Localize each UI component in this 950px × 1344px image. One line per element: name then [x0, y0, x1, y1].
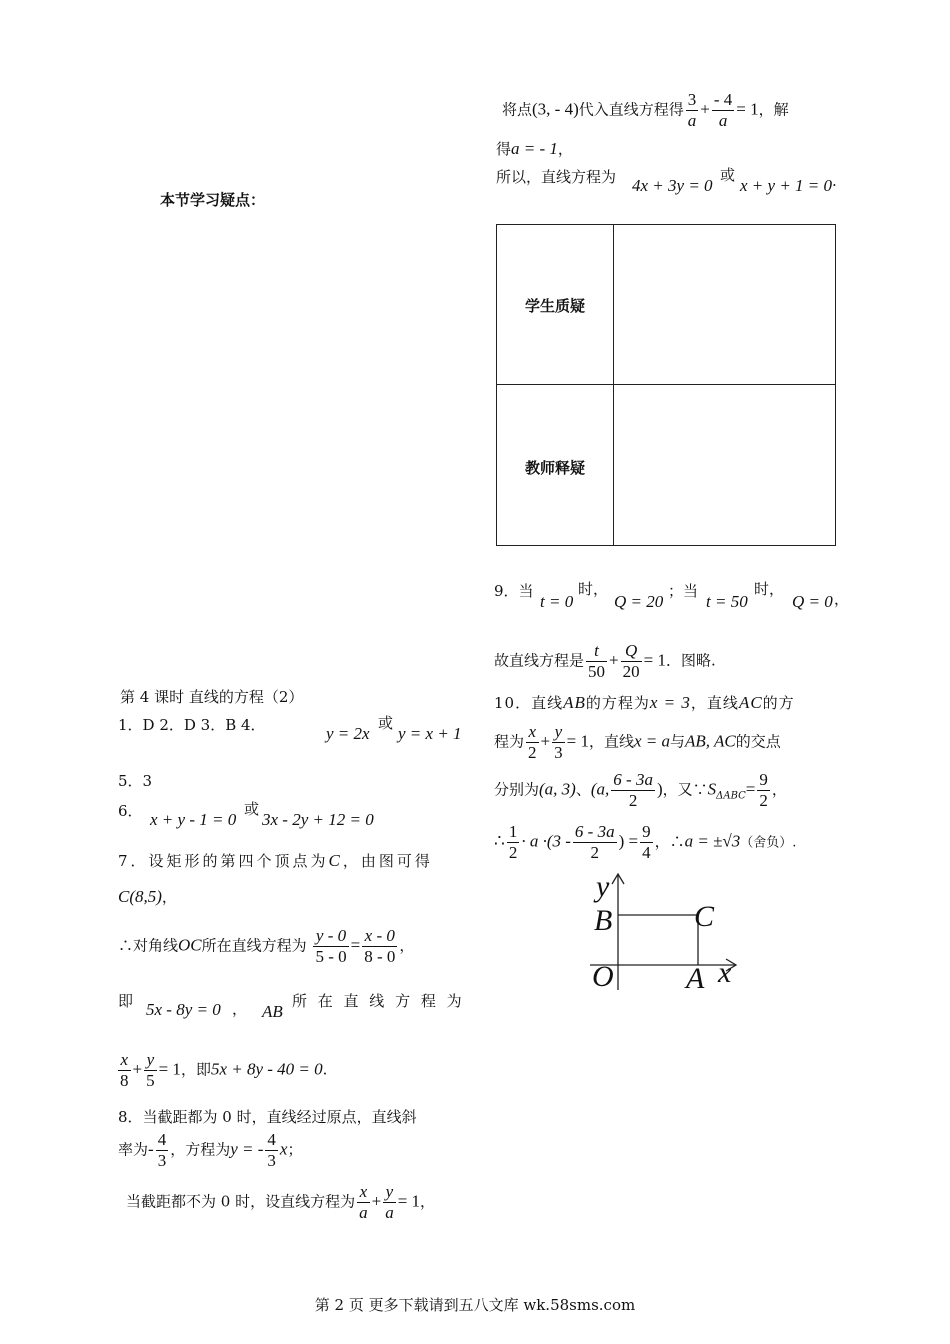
right-line1-eq: = 1	[736, 99, 759, 119]
right-line3-or: 或	[720, 166, 736, 184]
answer8-slope2-den: 3	[267, 1151, 276, 1170]
answer8-line1: 8．当截距都为 0 时，直线经过原点，直线斜	[118, 1108, 417, 1126]
right-line1-frac1	[686, 90, 699, 131]
answer7-point-c: C	[328, 851, 343, 870]
right-line1	[502, 90, 789, 131]
answer10-line1-a: 10．直线	[494, 694, 564, 712]
right-line2-a: 得	[496, 140, 512, 158]
answer10-therefore: ∴	[494, 831, 505, 851]
answer9-plus: +	[609, 650, 619, 670]
answer10-abac: AB, AC	[685, 731, 736, 751]
answer8-plus: +	[371, 1191, 382, 1211]
right-line2-b: ，	[557, 140, 573, 158]
answer7-line1	[118, 850, 433, 871]
answer8-line2-mid: ，方程为	[170, 1140, 231, 1159]
answer8-line3-text: 当截距都不为 0 时，设直线方程为	[126, 1192, 356, 1211]
answer10-line4-mid: · a ·(3 -	[521, 831, 571, 851]
answer7-line5-result: 5x + 8y - 40 = 0	[210, 1059, 323, 1079]
answer7-frac2-num: x - 0	[362, 926, 397, 947]
answer10-94-num: 9	[642, 822, 651, 841]
answer8-line-eq: y = -	[230, 1139, 264, 1159]
table-vertical-divider	[613, 225, 614, 545]
doubts-table	[496, 224, 836, 546]
answer10-pt2-den: 2	[628, 791, 638, 810]
answer4-or: 或	[378, 714, 394, 732]
answer10-frac-63a	[573, 822, 617, 863]
answer8-slope-frac	[156, 1130, 169, 1171]
answer7-line5-fx-num: x	[118, 1050, 131, 1071]
label-y: y	[596, 872, 610, 903]
answer9-a: 9．当	[494, 582, 534, 600]
answer8-fx	[357, 1182, 370, 1223]
answer7-line3	[118, 926, 414, 967]
answer10-63a-num: 6 - 3a	[574, 822, 615, 841]
answer7-frac2-den: 8 - 0	[364, 947, 396, 966]
answer9-t0: t = 0	[540, 592, 574, 611]
answer6-eq-b: 3x - 2y + 12 = 0	[262, 810, 374, 829]
answer10-pt2-open: (a,	[590, 779, 610, 799]
answer10-line1-d: 的方	[762, 694, 795, 712]
label-x: x	[718, 956, 732, 989]
answer10-line2-c: 与	[670, 732, 686, 751]
answer6-eq-a: x + y - 1 = 0	[150, 810, 237, 829]
answer10-line2	[494, 722, 781, 763]
right-line1-frac2-den: a	[718, 111, 728, 130]
answer6-num: 6．	[118, 802, 143, 820]
answer10-frac-92-num: 9	[759, 770, 768, 789]
answer9-line2	[494, 641, 716, 682]
answer8-semicolon: ；	[287, 1140, 303, 1159]
answer9-eq: = 1	[643, 650, 666, 670]
answer9-line2-b: ．图略.	[665, 651, 716, 670]
right-line1-frac2-num: - 4	[713, 90, 733, 109]
answer10-fy-num: y	[552, 722, 565, 743]
answer7-line2-tail: ，	[161, 888, 177, 906]
answer9-frac-q-den: 20	[622, 662, 640, 681]
answer10-fy-den: 3	[554, 743, 563, 762]
answer10-line4-c: （舍负）.	[740, 835, 797, 851]
answer9-q20: Q = 20	[614, 592, 664, 611]
answer10-line3-c: ，又∵	[662, 780, 708, 799]
answer10-ac: AC	[738, 693, 763, 712]
right-line3-eq1: 4x + 3y = 0	[632, 176, 713, 195]
answer7-line5-fy	[144, 1050, 157, 1091]
table-label-student-questions: 学生质疑	[524, 297, 585, 315]
answer7-line1-text: 7．设矩形的第四个顶点为	[118, 852, 329, 870]
answer10-s: S	[707, 779, 717, 799]
table-horizontal-divider	[497, 384, 835, 385]
answer9-q0: Q = 0	[792, 592, 833, 611]
answer8-slope-num: 4	[157, 1130, 167, 1149]
answer9-frac-q-num: Q	[621, 641, 642, 662]
label-b: B	[594, 904, 613, 937]
answer7-line4-eq: 5x - 8y = 0	[146, 1000, 221, 1019]
label-a: A	[686, 962, 705, 992]
label-c: C	[694, 900, 715, 933]
answer7-line5-dot: .	[322, 1060, 328, 1079]
answer7-frac2	[362, 926, 397, 967]
answer7-line3-mid: 所在直线方程为	[201, 936, 307, 955]
answer10-pt1: (a, 3)	[539, 779, 576, 799]
answer9-b: 时，	[578, 580, 609, 598]
answer8-line2	[118, 1130, 302, 1171]
answer7-line5-plus: +	[132, 1059, 143, 1079]
answer10-line4-b: ，∴	[654, 832, 685, 851]
answer10-frac-92-den: 2	[759, 791, 768, 810]
answer9-d: 时，	[754, 580, 785, 598]
answer10-line1	[494, 692, 795, 713]
answer7-line4-tail: 所 在 直 线 方 程 为	[292, 992, 465, 1010]
answer7-line2	[118, 886, 177, 907]
answer10-line3	[494, 770, 787, 811]
answer9-frac-t-den: 50	[588, 662, 606, 681]
right-line1-plus: +	[700, 99, 710, 119]
answer7-line5-eq: = 1	[158, 1059, 181, 1079]
answer10-s-eq: =	[745, 779, 756, 799]
label-o: O	[592, 960, 614, 992]
answer4-eq-a: y = 2x	[326, 724, 370, 743]
answer10-line3-d: ，	[771, 780, 787, 799]
answer7-frac1	[313, 926, 348, 967]
right-line1-c: ，解	[758, 100, 789, 119]
doubts-heading: 本节学习疑点：	[160, 191, 266, 209]
answer10-line2-a: 程为	[494, 732, 525, 751]
answer10-half-num: 1	[508, 822, 518, 841]
answers-1-4	[118, 714, 266, 735]
answer8-line3	[126, 1182, 435, 1223]
answer7-line5-fx	[118, 1050, 131, 1091]
answers-1-4-text: 1．D 2．D 3．B 4．	[118, 716, 266, 734]
answer7-line3-comma: ，	[399, 936, 415, 955]
answer10-half-den: 2	[508, 843, 518, 862]
answer6-or: 或	[244, 800, 260, 818]
answer10-s-sub: ΔABC	[716, 790, 746, 802]
answer7-oc: OC	[178, 935, 202, 955]
answer7-line4-a: 即	[118, 992, 134, 1010]
answer10-line2-d: 的交点	[735, 732, 781, 751]
answer8-line2-text: 率为	[118, 1140, 149, 1159]
answer7-line5-fy-num: y	[144, 1050, 157, 1071]
answer10-fx	[526, 722, 539, 763]
answer7-c-coords: C(8,5)	[118, 887, 162, 906]
answer7-line5-fy-den: 5	[146, 1071, 155, 1090]
answer8-fx-den: a	[359, 1203, 368, 1222]
answer8-slope-den: 3	[157, 1151, 167, 1170]
right-line3-dot: .	[832, 172, 837, 190]
answer8-fy	[383, 1182, 396, 1223]
answer10-xa: x = a	[633, 731, 670, 751]
right-line1-a: 将点	[502, 100, 533, 119]
right-line3-a: 所以，直线方程为	[496, 168, 617, 186]
answer8-fx-num: x	[357, 1182, 370, 1203]
answer9-c: ；当	[668, 582, 699, 600]
right-line3-eq2: x + y + 1 = 0	[740, 176, 833, 195]
answer9-e: ，	[834, 590, 850, 608]
answer10-pt2-frac	[611, 770, 655, 811]
answer10-plus: +	[540, 731, 551, 751]
right-line1-b: 代入直线方程得	[578, 100, 684, 119]
answer8-slope2-num: 4	[267, 1130, 276, 1149]
answer10-line3-b: 、	[575, 780, 591, 799]
answer10-pt2-close: )	[656, 779, 663, 799]
answer8-line3-comma: ，	[420, 1192, 436, 1211]
right-line2-eq: a = - 1	[511, 139, 558, 158]
answer9-t50: t = 50	[706, 592, 748, 611]
answer10-line1-b: 的方程为	[585, 694, 650, 712]
answer7-ab: AB	[262, 1002, 283, 1021]
answer8-eq1: = 1	[397, 1191, 421, 1211]
answer9-frac-t	[586, 641, 607, 682]
right-line1-point: (3, - 4)	[532, 99, 579, 119]
answer8-x: x	[279, 1139, 288, 1159]
table-label-teacher-answers: 教师释疑	[524, 459, 585, 477]
answer8-fy-num: y	[383, 1182, 396, 1203]
answer10-line1-c: ，直线	[690, 694, 739, 712]
answer7-line1-tail: ，由图可得	[342, 852, 433, 870]
answer7-equals: =	[350, 935, 361, 955]
answer10-pt2-num: 6 - 3a	[613, 770, 653, 789]
answer10-fx-den: 2	[528, 743, 537, 762]
answer7-line5-fx-den: 8	[120, 1071, 129, 1090]
page-footer: 第 2 页 更多下载请到五八文库 wk.58sms.com	[314, 1296, 636, 1314]
answer5: 5．3	[118, 772, 153, 790]
answer10-x3: x = 3	[649, 693, 691, 712]
answer7-line3-text: ∴对角线	[118, 936, 179, 955]
answer10-line4-close: ) =	[618, 831, 639, 851]
answer7-line5	[116, 1050, 327, 1091]
answer10-line4	[494, 822, 796, 863]
answer7-frac1-num: y - 0	[313, 926, 348, 947]
answer7-frac1-den: 5 - 0	[315, 947, 347, 966]
right-line1-frac2	[712, 90, 734, 131]
right-line1-frac1-den: a	[687, 111, 697, 130]
answer9-line2-a: 故直线方程是	[494, 651, 585, 670]
answer10-63a-den: 2	[590, 843, 599, 862]
answer7-line4-comma: ，	[232, 1000, 248, 1018]
answer7-line5-ji: ，即	[180, 1060, 211, 1079]
answer10-a-result: a = ±√3	[684, 831, 741, 851]
right-line1-frac1-num: 3	[687, 90, 697, 109]
answer10-eq1: = 1	[566, 731, 589, 751]
answer10-fy	[552, 722, 565, 763]
answer9-frac-t-num: t	[586, 641, 607, 662]
answer10-94-den: 4	[642, 843, 651, 862]
right-line2	[496, 138, 573, 159]
coordinate-figure	[588, 872, 748, 992]
answer8-slope-frac2	[265, 1130, 278, 1171]
answer8-minus: -	[148, 1139, 154, 1159]
answer10-ab: AB	[563, 693, 586, 712]
lesson-title: 第 4 课时 直线的方程（2）	[120, 688, 304, 706]
answer10-line2-b: ，直线	[588, 732, 634, 751]
answer10-line3-a: 分别为	[494, 780, 540, 799]
answer10-frac-94	[640, 822, 653, 863]
answer9-frac-q	[621, 641, 642, 682]
answer8-fy-den: a	[385, 1203, 394, 1222]
answer4-eq-b: y = x + 1	[398, 724, 462, 743]
answer10-frac-92	[757, 770, 770, 811]
answer10-frac-half	[507, 822, 520, 863]
answer10-fx-num: x	[526, 722, 539, 743]
